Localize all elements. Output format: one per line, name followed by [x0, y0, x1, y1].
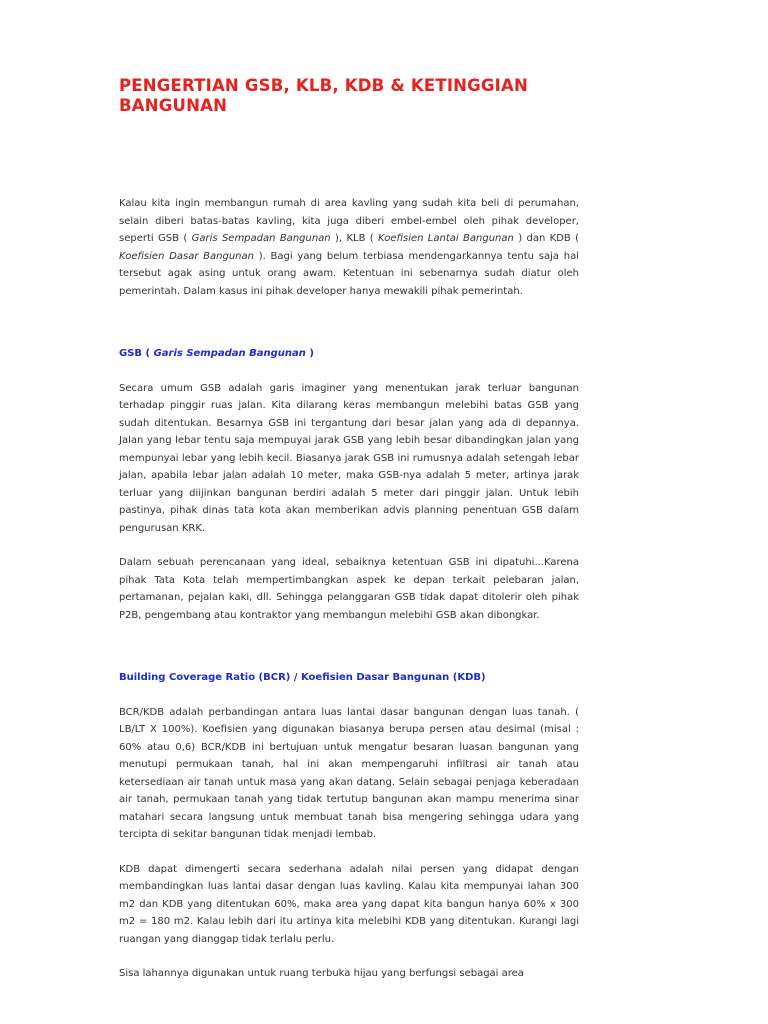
intro-text-1: Kalau kita ingin membangun rumah di area kavling yang sudah kita beli di perumahan, selain diberi batas-batas kavling, kita juga diberi embel-embel oleh pihak developer, seperti GSB (: [119, 198, 579, 244]
spacer: [119, 116, 579, 195]
intro-text-3: ) dan KDB (: [513, 233, 580, 244]
kdb-paragraph-1: BCR/KDB adalah perbandingan antara luas lantai dasar bangunan dengan luas tanah. ( LB/LT X 100%). Koefisien yang digunakan biasanya berupa persen atau desimal (misal : 60% atau 0,6) BCR/KDB ini bertujuan untuk mengatur besaran luasan bangunan yang menutupi permukaan tanah, hal ini akan mempengaruhi infiltrasi air tanah atau ketersediaan air tanah untuk masa yang akan datang. Selain sebagai penjaga keberadaan air tanah, permukaan tanah yang tidak tertutup bangunan akan mampu menerima sinar matahari secara langsung untuk membuat tanah bisa mengering sehingga udara yang tercipta di sekitar bangunan tidak menjadi lembab.: [119, 706, 579, 840]
page-title: PENGERTIAN GSB, KLB, KDB & KETINGGIAN BANGUNAN: [119, 76, 528, 115]
spacer: [119, 300, 579, 345]
kdb-paragraph-3: Sisa lahannya digunakan untuk ruang terbuka hijau yang berfungsi sebagai area: [119, 968, 524, 979]
section-heading-gsb: [119, 345, 579, 363]
intro-term-gsb: Garis Sempadan Bangunan: [191, 233, 331, 244]
intro-text-2: ), KLB (: [330, 233, 379, 244]
gsb-paragraph-1: Secara umum GSB adalah garis imaginer yang menentukan jarak terluar bangunan terhadap pinggir ruas jalan. Kita dilarang keras membangun melebihi batas GSB yang sudah ditentukan. Besarnya GSB ini tergantung dari besar jalan yang ada di depannya. Jalan yang lebar tentu saja mempuyai jarak GSB yang lebih besar dibandingkan jalan yang mempunyai lebar yang lebih kecil. Biasanya jarak GSB ini rumusnya adalah setengah lebar jalan, apabila lebar jalan adalah 10 meter, maka GSB-nya adalah 5 meter, artinya jarak terluar yang diijinkan bangunan berdiri adalah 5 meter dari pinggir jalan. Untuk lebih pastinya, pihak dinas tata kota akan memberikan advis planning penentuan GSB dalam pengurusan KRK.: [119, 382, 579, 534]
heading-gsb-italic: Garis Sempadan Bangunan: [153, 348, 306, 359]
document-page: [119, 76, 579, 983]
intro-term-klb: Koefisien Lantai Bangunan: [378, 233, 514, 244]
spacer: [119, 363, 579, 380]
heading-gsb-prefix: GSB (: [119, 348, 154, 359]
kdb-paragraph-2: KDB dapat dimengerti secara sederhana adalah nilai persen yang didapat dengan membandingkan luas lantai dasar dengan luas kavling. Kalau kita mempunyai lahan 300 m2 dan KDB yang ditentukan 60%, maka area yang dapat kita bangun hanya 60% x 300 m2 = 180 m2. Kalau lebih dari itu artinya kita melebihi KDB yang ditentukan. Kurangi lagi ruangan yang dianggap tidak terlalu perlu.: [119, 863, 579, 945]
spacer: [119, 948, 579, 965]
spacer: [119, 687, 579, 704]
intro-term-kdb: Koefisien Dasar Bangunan: [119, 250, 254, 262]
heading-gsb-suffix: ): [305, 348, 314, 359]
spacer: [119, 624, 579, 669]
intro-paragraph: [119, 195, 579, 300]
intro-text-4: ). Bagi yang belum terbiasa mendengarkannya tentu saja hal tersebut agak asing untuk orang awam. Ketentuan ini sebenarnya sudah diatur oleh pemerintah. Dalam kasus ini pihak developer hanya mewakili pihak pemerintah.: [119, 250, 579, 297]
gsb-paragraph-2: Dalam sebuah perencanaan yang ideal, sebaiknya ketentuan GSB ini dipatuhi...Karena pihak Tata Kota telah mempertimbangkan aspek ke depan terkait pelebaran jalan, pertamanan, pejalan kaki, dll. Sehingga pelanggaran GSB tidak dapat ditolerir oleh pihak P2B, pengembang atau kontraktor yang membangun melebihi GSB akan dibongkar.: [119, 557, 579, 621]
section-heading-kdb: Building Coverage Ratio (BCR) / Koefisien Dasar Bangunan (KDB): [119, 672, 486, 683]
spacer: [119, 844, 579, 861]
spacer: [119, 537, 579, 554]
